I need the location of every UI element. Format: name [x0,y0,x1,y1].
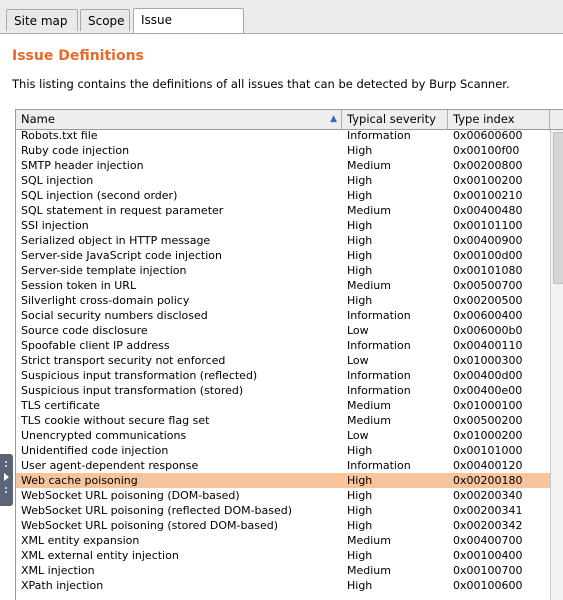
tab-site-map[interactable]: Site map [6,9,78,31]
table-row[interactable] [16,368,550,383]
cell-type-index: 0x00200180 [453,474,523,487]
cell-name: Server-side JavaScript code injection [21,249,223,262]
cell-name: Spoofable client IP address [21,339,170,352]
column-header-name-label: Name [21,112,55,126]
cell-type-index: 0x00100200 [453,174,523,187]
cell-name: WebSocket URL poisoning (DOM-based) [21,489,240,502]
cell-type-index: 0x00100d00 [453,249,523,262]
cell-name: TLS cookie without secure flag set [21,414,210,427]
table-row[interactable] [16,203,550,218]
cell-name: Unencrypted communications [21,429,187,442]
grip-dot [5,461,7,463]
table-row[interactable] [16,338,550,353]
cell-severity: Information [347,130,411,142]
cell-name: Session token in URL [21,279,137,292]
cell-type-index: 0x00400d00 [453,369,523,382]
cell-type-index: 0x00600400 [453,309,523,322]
cell-type-index: 0x00600600 [453,130,523,142]
table-row[interactable] [16,218,550,233]
cell-type-index: 0x00400e00 [453,384,523,397]
cell-severity: High [347,249,373,262]
table-header [16,110,563,130]
cell-type-index: 0x00101000 [453,444,523,457]
cell-name: WebSocket URL poisoning (reflected DOM-based) [21,504,293,517]
page-title: Issue Definitions [12,48,144,64]
cell-name: SSI injection [21,219,89,232]
cell-severity: Medium [347,534,391,547]
cell-severity: Medium [347,414,391,427]
grip-dot [5,491,7,493]
issue-definitions-table [15,109,563,600]
cell-name: SQL injection (second order) [21,189,178,202]
cell-name: Suspicious input transformation (stored) [21,384,244,397]
table-body [16,130,550,600]
cell-severity: Information [347,339,411,352]
issue-definitions-panel [0,34,563,599]
cell-type-index: 0x00200340 [453,489,523,502]
cell-severity: High [347,489,373,502]
cell-type-index: 0x00400900 [453,234,523,247]
cell-type-index: 0x00500700 [453,279,523,292]
column-header-name[interactable] [16,110,342,129]
page-description: This listing contains the definitions of all issues that can be detected by Burp Scanner. [12,77,510,91]
cell-severity: Medium [347,564,391,577]
cell-name: Strict transport security not enforced [21,354,226,367]
grip-dot [5,487,7,489]
cell-type-index: 0x00500200 [453,414,523,427]
cell-name: XML injection [21,564,95,577]
cell-name: XML entity expansion [21,534,140,547]
table-row[interactable] [16,578,550,593]
tab-bar [0,6,563,34]
cell-severity: High [347,504,373,517]
grip-dot [5,465,7,467]
expand-panel-handle[interactable] [0,454,13,506]
table-row[interactable] [16,158,550,173]
table-row[interactable] [16,278,550,293]
table-row[interactable] [16,308,550,323]
cell-severity: Information [347,384,411,397]
table-row[interactable] [16,263,550,278]
cell-severity: Information [347,459,411,472]
cell-severity: High [347,174,373,187]
cell-type-index: 0x00200342 [453,519,523,532]
cell-name: Server-side template injection [21,264,187,277]
cell-severity: High [347,579,373,592]
cell-type-index: 0x00400700 [453,534,523,547]
table-row[interactable] [16,293,550,308]
table-row[interactable] [16,248,550,263]
table-row[interactable] [16,233,550,248]
cell-severity: High [347,444,373,457]
cell-name: Silverlight cross-domain policy [21,294,190,307]
sort-ascending-icon[interactable]: ▲ [330,114,337,124]
cell-type-index: 0x00200800 [453,159,523,172]
cell-severity: High [347,144,373,157]
tab-issue-definitions[interactable]: Issue [133,8,244,33]
cell-severity: High [347,294,373,307]
cell-name: SQL statement in request parameter [21,204,224,217]
cell-severity: Low [347,429,369,442]
cell-name: Source code disclosure [21,324,148,337]
expand-panel-icon [4,473,9,481]
cell-severity: Medium [347,399,391,412]
cell-type-index: 0x00100f00 [453,144,520,157]
cell-severity: High [347,219,373,232]
cell-severity: High [347,474,373,487]
cell-severity: High [347,234,373,247]
cell-severity: High [347,549,373,562]
cell-name: SMTP header injection [21,159,144,172]
table-row[interactable] [16,443,550,458]
table-row[interactable] [16,398,550,413]
cell-type-index: 0x00400110 [453,339,523,352]
table-row[interactable] [16,488,550,503]
cell-type-index: 0x00100400 [453,549,523,562]
table-row[interactable] [16,518,550,533]
table-row[interactable] [16,353,550,368]
cell-type-index: 0x00100700 [453,564,523,577]
cell-name: Social security numbers disclosed [21,309,208,322]
table-row[interactable] [16,143,550,158]
cell-type-index: 0x00400120 [453,459,523,472]
cell-name: Ruby code injection [21,144,130,157]
cell-type-index: 0x01000300 [453,354,523,367]
table-row[interactable] [16,563,550,578]
cell-severity: High [347,264,373,277]
cell-severity: High [347,189,373,202]
table-row[interactable] [16,533,550,548]
cell-severity: Information [347,309,411,322]
cell-name: Web cache poisoning [21,474,138,487]
cell-type-index: 0x00100210 [453,189,523,202]
cell-name: WebSocket URL poisoning (stored DOM-based) [21,519,279,532]
cell-name: SQL injection [21,174,94,187]
table-row[interactable] [16,503,550,518]
table-row[interactable] [16,458,550,473]
table-row[interactable] [16,188,550,203]
table-row[interactable] [16,130,550,143]
table-row[interactable] [16,428,550,443]
cell-type-index: 0x01000200 [453,429,523,442]
cell-severity: Medium [347,279,391,292]
cell-name: Serialized object in HTTP message [21,234,211,247]
cell-severity: Low [347,354,369,367]
cell-type-index: 0x006000b0 [453,324,523,337]
cell-severity: Medium [347,159,391,172]
cell-severity: Low [347,324,369,337]
cell-name: Robots.txt file [21,130,98,142]
cell-type-index: 0x00101080 [453,264,523,277]
table-row[interactable] [16,413,550,428]
vertical-scrollbar[interactable] [550,130,563,600]
table-row[interactable] [16,323,550,338]
column-header-type-index[interactable]: Type index [448,110,550,129]
table-row[interactable] [16,473,550,488]
table-row[interactable] [16,173,550,188]
column-header-severity[interactable]: Typical severity [342,110,448,129]
cell-name: Unidentified code injection [21,444,169,457]
table-row[interactable] [16,383,550,398]
cell-type-index: 0x01000100 [453,399,523,412]
cell-name: TLS certificate [21,399,100,412]
tab-scope[interactable]: Scope [80,9,130,31]
cell-type-index: 0x00200341 [453,504,523,517]
table-row[interactable] [16,548,550,563]
cell-severity: Medium [347,204,391,217]
cell-type-index: 0x00101100 [453,219,523,232]
cell-severity: Information [347,369,411,382]
cell-type-index: 0x00400480 [453,204,523,217]
cell-name: Suspicious input transformation (reflected) [21,369,258,382]
cell-name: XPath injection [21,579,104,592]
cell-type-index: 0x00100600 [453,579,523,592]
cell-severity: High [347,519,373,532]
scrollbar-thumb[interactable] [553,132,563,284]
cell-name: User agent-dependent response [21,459,199,472]
cell-type-index: 0x00200500 [453,294,523,307]
cell-name: XML external entity injection [21,549,179,562]
